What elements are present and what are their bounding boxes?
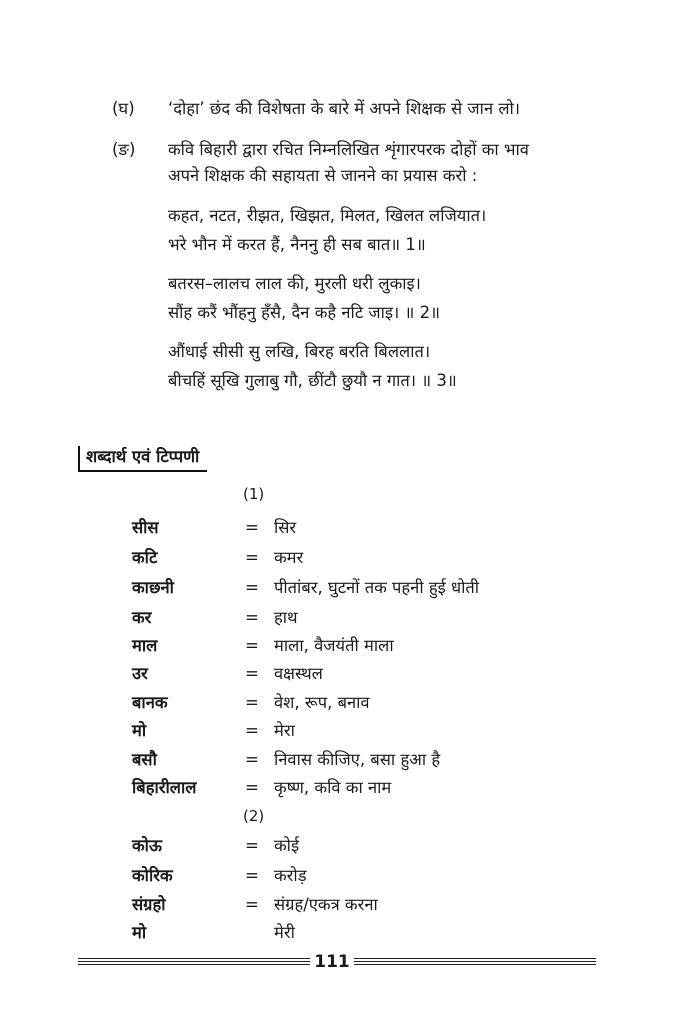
equals-sign: = <box>245 721 259 740</box>
glossary-definition: हाथ <box>274 608 298 627</box>
doha-line: बीचहिं सूखि गुलाबु गौ, छींटौ छुयौ न गात। ॥ 3॥ <box>168 371 457 390</box>
glossary-term: कोरिक <box>132 866 173 885</box>
glossary-term: मो <box>132 721 147 740</box>
glossary-term: संग्रहो <box>132 895 166 914</box>
footer-rule-left <box>78 958 310 966</box>
equals-sign: = <box>245 608 259 627</box>
equals-sign: = <box>245 664 259 683</box>
glossary-term: कर <box>132 608 152 627</box>
equals-sign: = <box>245 636 259 655</box>
doha-line: औंधाई सीसी सु लखि, बिरह बरति बिललात। <box>168 342 431 361</box>
page-number: 111 <box>314 952 350 972</box>
glossary-definition: मेरी <box>274 923 295 942</box>
glossary-term: उर <box>132 664 148 683</box>
glossary-definition: पीतांबर, घुटनों तक पहनी हुई धोती <box>274 578 480 597</box>
glossary-definition: कोई <box>274 836 300 855</box>
question-line: अपने शिक्षक की सहायता से जानने का प्रयास करो : <box>168 166 478 185</box>
doha-line: भरे भौन में करत हैं, नैननु ही सब बात॥ 1॥ <box>168 235 426 254</box>
glossary-definition: वेश, रूप, बनाव <box>274 693 370 712</box>
glossary-definition: निवास कीजिए, बसा हुआ है <box>274 750 441 769</box>
group-label: (2) <box>243 807 265 825</box>
glossary-term: बसौ <box>132 750 157 769</box>
glossary-term: काछनी <box>132 578 174 597</box>
page-footer <box>78 950 596 974</box>
equals-sign: = <box>245 578 259 597</box>
glossary-term: बिहारीलाल <box>132 778 197 797</box>
glossary-definition: वक्षस्थल <box>274 664 323 683</box>
glossary-term: बानक <box>132 693 168 712</box>
doha-3 <box>168 337 457 395</box>
glossary-definition: करोड़ <box>274 866 307 885</box>
footer-rule-right <box>354 958 596 966</box>
question-text <box>168 96 638 122</box>
glossary-definition: संग्रह/एकत्र करना <box>274 895 378 914</box>
question-line: ‘दोहा’ छंद की विशेषता के बारे में अपने शिक्षक से जान लो। <box>168 99 521 118</box>
glossary-term: माल <box>132 636 158 655</box>
doha-line: बतरस–लालच लाल की, मुरली धरी लुकाइ। <box>168 274 421 293</box>
glossary-definition: सिर <box>274 518 297 537</box>
glossary-definition: मेरा <box>274 721 295 740</box>
glossary-term: मो <box>132 923 147 942</box>
glossary-term: सीस <box>132 518 159 537</box>
equals-sign: = <box>245 836 259 855</box>
doha-line: कहत, नटत, रीझत, खिझत, मिलत, खिलत लजियात। <box>168 206 487 225</box>
question-line: कवि बिहारी द्वारा रचित निम्नलिखित शृंगारपरक दोहों का भाव <box>168 140 529 159</box>
equals-sign: = <box>245 750 259 769</box>
question-number: (घ) <box>112 99 135 118</box>
equals-sign: = <box>245 518 259 537</box>
equals-sign: = <box>245 693 259 712</box>
doha-1 <box>168 201 486 259</box>
glossary-term: कटि <box>132 548 158 567</box>
glossary-definition: कृष्ण, कवि का नाम <box>274 778 392 797</box>
glossary-heading: शब्दार्थ एवं टिप्पणी <box>78 446 207 472</box>
equals-sign: = <box>245 548 259 567</box>
equals-sign: = <box>245 866 259 885</box>
doha-2 <box>168 269 440 327</box>
glossary-term: कोऊ <box>132 836 162 855</box>
equals-sign: = <box>245 778 259 797</box>
equals-sign: = <box>245 895 259 914</box>
glossary-definition: माला, वैजयंती माला <box>274 636 394 655</box>
question-number: (ङ) <box>112 140 136 159</box>
group-label: (1) <box>243 485 265 503</box>
doha-line: सौंह करैं भौंहनु हँसै, दैन कहै नटि जाइ। ॥ 2॥ <box>168 303 441 322</box>
question-text <box>168 137 638 189</box>
glossary-definition: कमर <box>274 548 304 567</box>
